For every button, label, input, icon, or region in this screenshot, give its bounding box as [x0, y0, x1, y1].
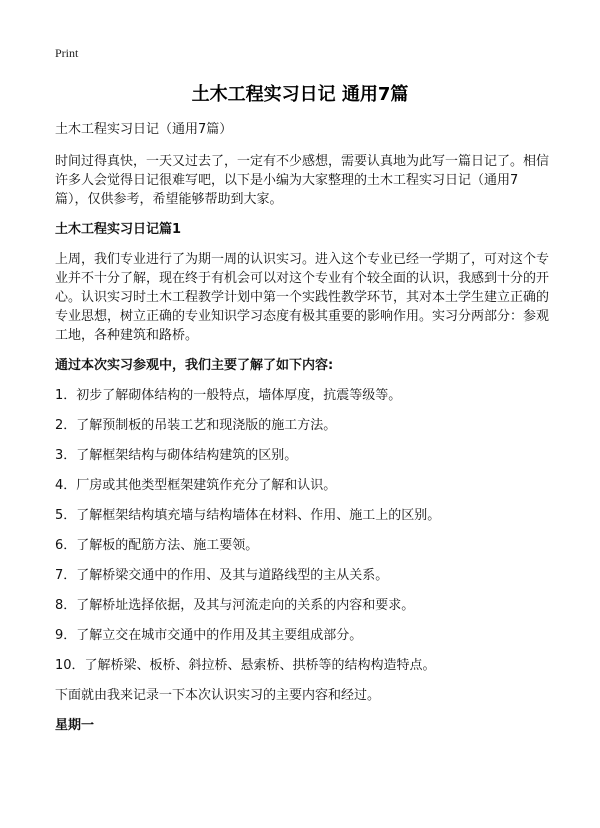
list-item: 9．了解立交在城市交通中的作用及其主要组成部分。 — [55, 628, 363, 643]
section-heading: 土木工程实习日记篇1 — [55, 222, 182, 237]
list-item: 8．了解桥址选择依据，及其与河流走向的关系的内容和要求。 — [55, 598, 415, 613]
closing-paragraph: 下面就由我来记录一下本次认识实习的主要内容和经过。 — [55, 688, 381, 703]
content-list — [55, 386, 550, 675]
list-item: 4．厂房或其他类型框架建筑作充分了解和认识。 — [55, 478, 337, 493]
section-paragraph: 上周，我们专业进行了为期一周的认识实习。进入这个专业已经一学期了，可对这个专业并不十分了解，现在终于有机会可以对这个专业有个较全面的认识，我感到十分的开心。认识实习时土木工程教学计划中第一个实践性教学环节，其对本土学生建立正确的专业思想，树立正确的专业知识学习态度有极其重要的影响作用。实习分两部分：参观工地，各种建筑和路桥。 — [55, 252, 550, 343]
page-title: 土木工程实习日记 通用7篇 — [191, 84, 409, 105]
list-item: 5．了解框架结构填充墙与结构墙体在材料、作用、施工上的区别。 — [55, 508, 441, 523]
list-item: 2．了解预制板的吊装工艺和现浇版的施工方法。 — [55, 418, 337, 433]
list-item: 6．了解板的配筋方法、施工要领。 — [55, 538, 259, 553]
print-link[interactable]: Print — [55, 46, 79, 60]
list-item: 7．了解桥梁交通中的作用、及其与道路线型的主从关系。 — [55, 568, 389, 583]
list-heading: 通过本次实习参观中，我们主要了解了如下内容: — [55, 358, 334, 373]
list-item: 1．初步了解砌体结构的一般特点，墙体厚度，抗震等级等。 — [55, 388, 402, 403]
subtitle: 土木工程实习日记（通用7篇） — [55, 122, 233, 137]
document-body — [55, 120, 550, 746]
intro-paragraph: 时间过得真快，一天又过去了，一定有不少感想，需要认真地为此写一篇日记了。相信许多人会觉得日记很难写吧，以下是小编为大家整理的土木工程实习日记（通用7篇），仅供参考，希望能够帮助到大家。 — [55, 154, 550, 207]
list-item: 10．了解桥梁、板桥、斜拉桥、悬索桥、拱桥等的结构构造特点。 — [55, 658, 436, 673]
list-item: 3．了解框架结构与砌体结构建筑的区别。 — [55, 448, 298, 463]
day-heading: 星期一 — [55, 718, 95, 733]
